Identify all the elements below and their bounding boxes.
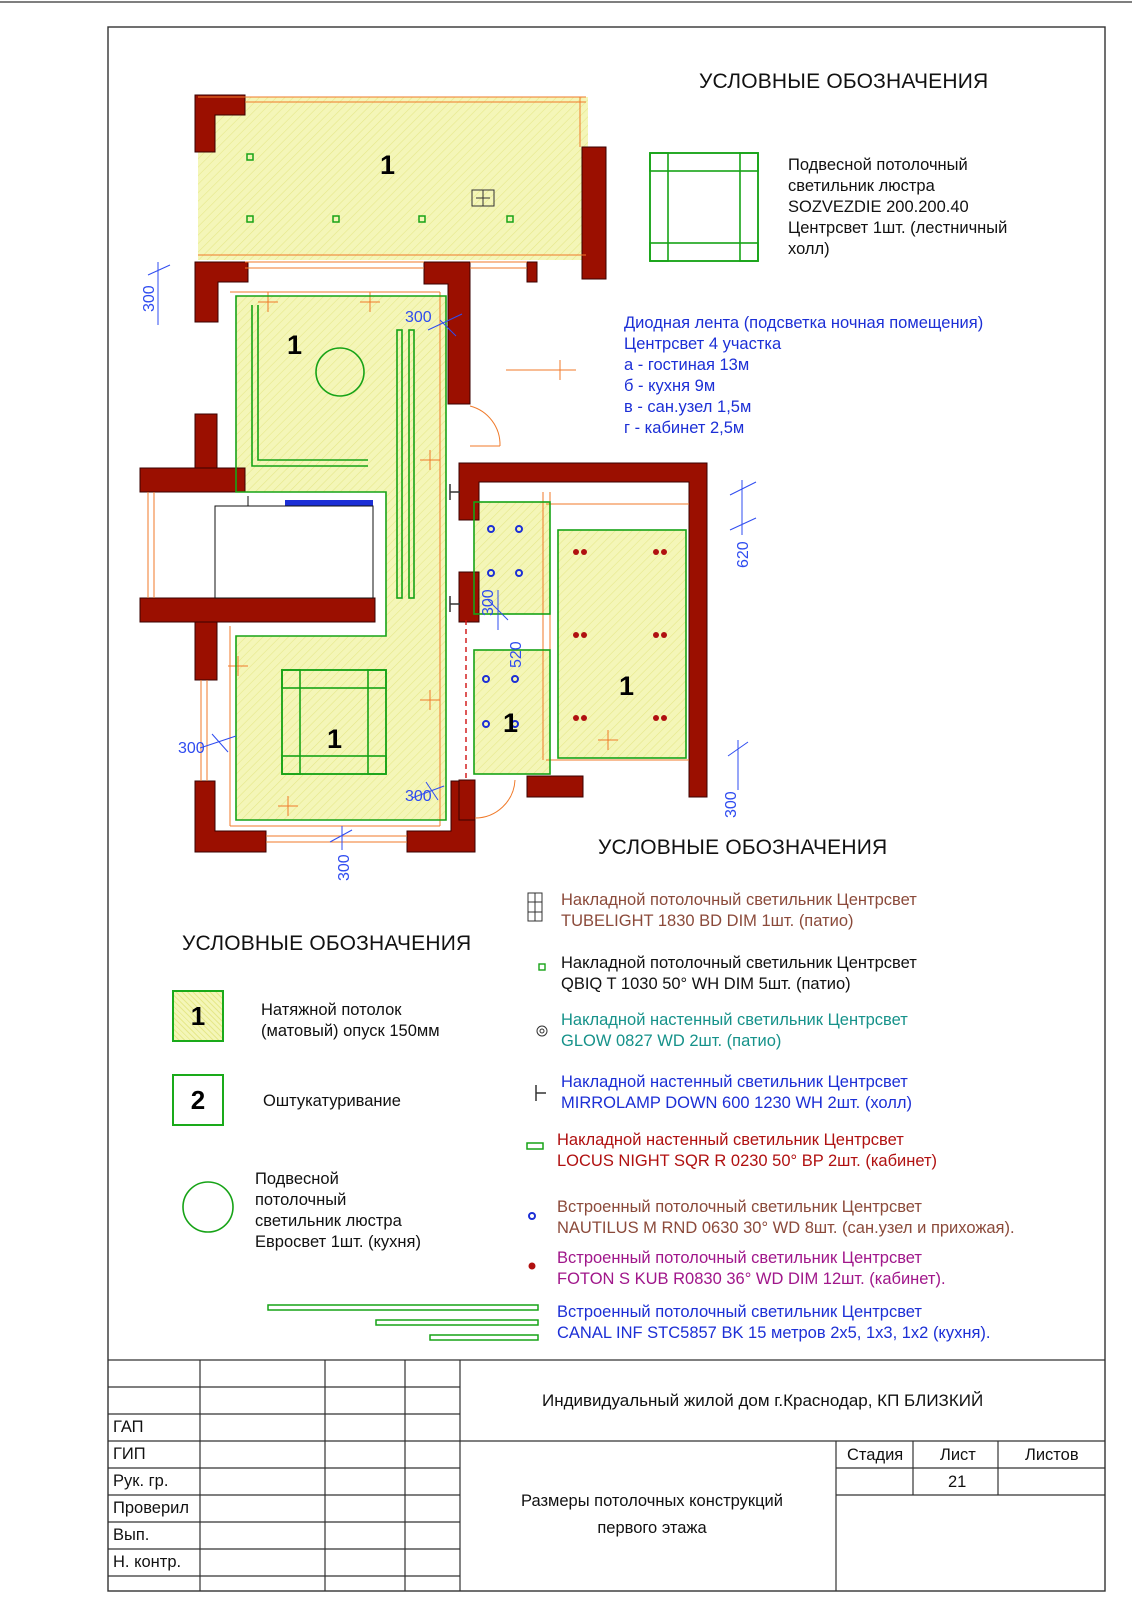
room-number: 1 <box>503 708 519 738</box>
role-label: Рук. гр. <box>113 1472 169 1490</box>
sheets-label: Листов <box>1025 1446 1079 1464</box>
legend-chandelier-symbol <box>183 1182 233 1232</box>
legend-led-strip-text: Диодная лента (подсветка ночная помещения) Центрсвет 4 участка а - гостиная 13м б - кухня 9м в - сан.узел 1,5м г - кабинет 2,5м <box>624 314 984 437</box>
room-number: 1 <box>619 671 635 701</box>
legend-title-left: УСЛОВНЫЕ ОБОЗНАЧЕНИЯ <box>182 932 472 955</box>
legend-fixture-text: Накладной потолочный светильник Центрсвет TUBELIGHT 1830 BD DIM 1шт. (патио) <box>561 891 917 930</box>
sheet-title: Размеры потолочных конструкций первого этажа <box>521 1492 783 1537</box>
dimension-label: 300 <box>480 589 497 616</box>
legend-swatch-plaster: 2 <box>172 1074 224 1126</box>
project-title: Индивидуальный жилой дом г.Краснодар, КП БЛИЗКИЙ <box>542 1391 984 1410</box>
led-strip-kitchen <box>285 500 373 506</box>
dimension-label: 300 <box>405 309 432 326</box>
legend-fixture-text: Накладной настенный светильник Центрсвет MIRROLAMP DOWN 600 1230 WH 2шт. (холл) <box>561 1073 912 1112</box>
legend-sozvezdie-symbol <box>650 153 758 261</box>
legend-fixture-text: Накладной потолочный светильник Центрсвет QBIQ T 1030 50° WH DIM 5шт. (патио) <box>561 954 917 993</box>
room-number: 1 <box>287 330 303 360</box>
dimension-label: 520 <box>508 641 525 668</box>
role-label: ГИП <box>113 1445 146 1463</box>
role-label: Проверил <box>113 1499 189 1517</box>
legend-stretch-ceiling-text: Натяжной потолок (матовый) опуск 150мм <box>261 1001 440 1040</box>
legend-fixture-text: Накладной настенный светильник Центрсвет GLOW 0827 WD 2шт. (патио) <box>561 1011 908 1050</box>
legend-swatch-stretch-ceiling: 1 <box>172 990 224 1042</box>
legend-fixture-text: Встроенный потолочный светильник Центрсвет CANAL INF STC5857 BK 15 метров 2х5, 1х3, 1х2 (кухня). <box>557 1303 991 1342</box>
dimension-label: 300 <box>723 791 740 818</box>
legend-right-symbols <box>268 893 547 1340</box>
legend-fixture-text: Накладной настенный светильник Центрсвет LOCUS NIGHT SQR R 0230 50° BP 2шт. (кабинет) <box>557 1131 938 1170</box>
role-label: Вып. <box>113 1526 150 1544</box>
sheet-number: 21 <box>948 1473 967 1491</box>
legend-sozvezdie-text: Подвесной потолочный светильник люстра SOZVEZDIE 200.200.40 Центрсвет 1шт. (лестничный холл) <box>788 156 1008 258</box>
role-label: Н. контр. <box>113 1553 182 1571</box>
legend-title-top: УСЛОВНЫЕ ОБОЗНАЧЕНИЯ <box>699 70 989 93</box>
room-number: 1 <box>380 150 396 180</box>
dimension-label: 300 <box>141 285 158 312</box>
dimension-label: 300 <box>336 854 353 881</box>
legend-fixture-text: Встроенный потолочный светильник Центрсвет FOTON S KUB R0830 36° WD DIM 12шт. (кабинет). <box>557 1249 946 1288</box>
dimension-label: 300 <box>178 740 205 757</box>
role-label: ГАП <box>113 1418 144 1436</box>
legend-evrosvet-text: Подвесной потолочный светильник люстра Евросвет 1шт. (кухня) <box>255 1170 421 1251</box>
stage-label: Стадия <box>847 1446 904 1464</box>
dimension-label: 300 <box>405 788 432 805</box>
dimension-label: 620 <box>735 541 752 568</box>
room-number: 1 <box>327 724 343 754</box>
legend-fixture-text: Встроенный потолочный светильник Центрсвет NAUTILUS M RND 0630 30° WD 8шт. (сан.узел и прихожая). <box>557 1198 1015 1237</box>
sheet-label: Лист <box>940 1446 976 1464</box>
ceiling-areas <box>198 97 686 820</box>
legend-title-right: УСЛОВНЫЕ ОБОЗНАЧЕНИЯ <box>598 836 888 859</box>
legend-plaster-text: Оштукатуривание <box>263 1092 401 1110</box>
ceiling-study <box>558 530 686 758</box>
